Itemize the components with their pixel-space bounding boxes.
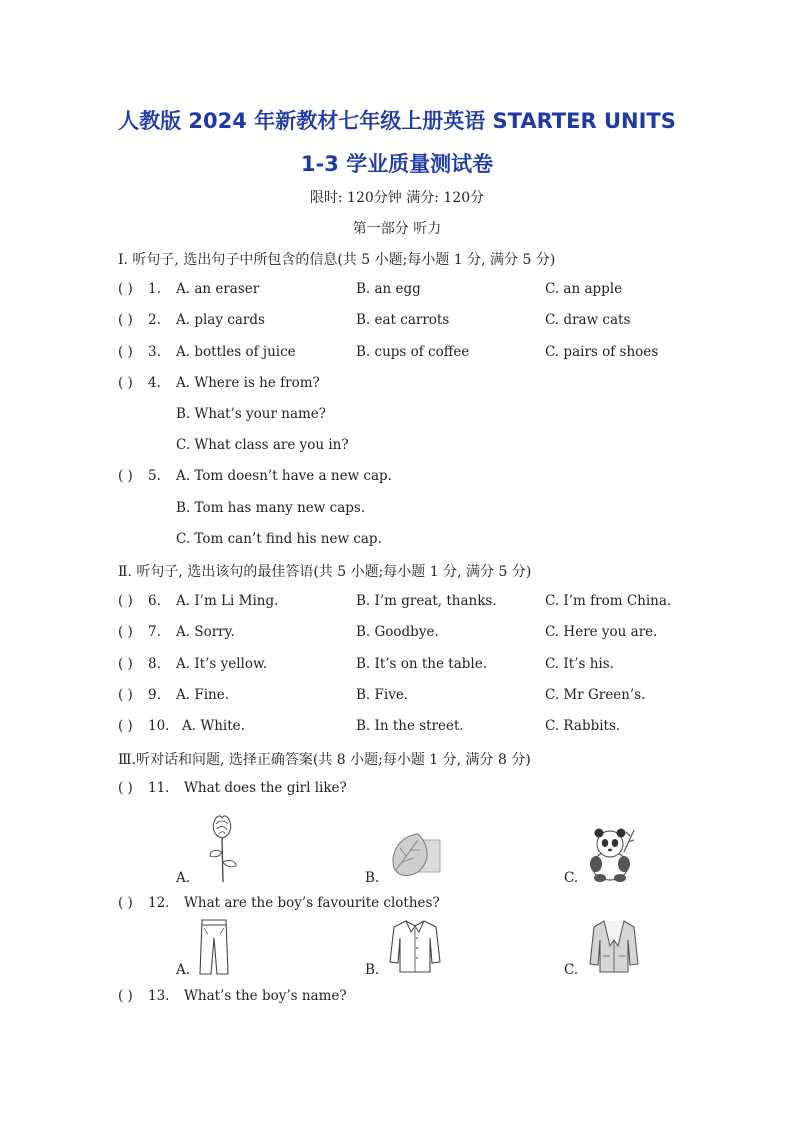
question-number: 2. xyxy=(148,312,161,328)
option-a: A. Fine. xyxy=(176,687,229,703)
answer-blank[interactable]: ( ) xyxy=(118,780,133,796)
question-8 xyxy=(118,656,738,676)
answer-blank[interactable]: ( ) xyxy=(118,687,133,703)
shirt-icon xyxy=(388,918,442,974)
answer-blank[interactable]: ( ) xyxy=(118,312,133,328)
trousers-icon xyxy=(198,918,230,976)
question-2 xyxy=(118,312,738,332)
picture-option-c-label: C. xyxy=(564,962,579,978)
exam-title-line2: 1-3 学业质量测试卷 xyxy=(300,152,494,176)
option-c: C. Here you are. xyxy=(545,624,658,640)
option-c: C. an apple xyxy=(545,281,623,297)
answer-blank[interactable]: ( ) xyxy=(118,988,133,1004)
panda-icon xyxy=(584,826,636,882)
question-number: 12. xyxy=(148,895,170,911)
question-number: 4. xyxy=(148,375,161,391)
option-b: B. cups of coffee xyxy=(356,344,470,360)
option-a: A. bottles of juice xyxy=(176,344,296,360)
answer-blank[interactable]: ( ) xyxy=(118,344,133,360)
question-7 xyxy=(118,624,738,644)
option-a: A. White. xyxy=(182,718,245,734)
question-11 xyxy=(118,780,738,800)
question-number: 10. xyxy=(148,718,170,734)
question-number: 8. xyxy=(148,656,161,672)
rose-icon xyxy=(200,808,244,884)
picture-option-a-label: A. xyxy=(176,962,191,978)
question-5 xyxy=(118,468,738,488)
question-number: 5. xyxy=(148,468,161,484)
picture-option-b-label: B. xyxy=(365,870,380,886)
question-number: 13. xyxy=(148,988,170,1004)
option-a: A. play cards xyxy=(176,312,265,328)
question-12 xyxy=(118,895,738,915)
question-text: What’s the boy’s name? xyxy=(184,988,347,1004)
question-6 xyxy=(118,593,738,613)
option-b: B. In the street. xyxy=(356,718,464,734)
answer-blank[interactable]: ( ) xyxy=(118,593,133,609)
question-3 xyxy=(118,344,738,364)
answer-blank[interactable]: ( ) xyxy=(118,718,133,734)
question-1 xyxy=(118,281,738,301)
option-c: C. pairs of shoes xyxy=(545,344,659,360)
option-b: B. eat carrots xyxy=(356,312,450,328)
option-c: C. I’m from China. xyxy=(545,593,672,609)
question-9 xyxy=(118,687,738,707)
option-c: C. draw cats xyxy=(545,312,631,328)
answer-blank[interactable]: ( ) xyxy=(118,656,133,672)
picture-option-a-label: A. xyxy=(176,870,191,886)
option-a: A. Sorry. xyxy=(176,624,235,640)
option-a: A. It’s yellow. xyxy=(176,656,268,672)
question-number: 3. xyxy=(148,344,161,360)
option-b: B. an egg xyxy=(356,281,421,297)
section-2-heading: Ⅱ. 听句子, 选出该句的最佳答语(共 5 小题;每小题 1 分, 满分 5 分) xyxy=(118,564,532,580)
picture-option-b-label: B. xyxy=(365,962,380,978)
question-text: What are the boy’s favourite clothes? xyxy=(184,895,440,911)
option-c: C. It’s his. xyxy=(545,656,614,672)
option-a: A. Where is he from? xyxy=(176,375,320,391)
answer-blank[interactable]: ( ) xyxy=(118,468,133,484)
leaf-icon xyxy=(388,830,444,880)
answer-blank[interactable]: ( ) xyxy=(118,281,133,297)
question-4-option-b: B. What’s your name? xyxy=(176,406,327,422)
option-a: A. Tom doesn’t have a new cap. xyxy=(176,468,392,484)
question-number: 11. xyxy=(148,780,170,796)
answer-blank[interactable]: ( ) xyxy=(118,375,133,391)
option-b: B. Five. xyxy=(356,687,409,703)
question-text: What does the girl like? xyxy=(184,780,347,796)
question-5-option-c: C. Tom can’t find his new cap. xyxy=(176,531,382,547)
option-c: C. Mr Green’s. xyxy=(545,687,646,703)
question-5-option-b: B. Tom has many new caps. xyxy=(176,500,366,516)
question-4-option-c: C. What class are you in? xyxy=(176,437,349,453)
question-number: 9. xyxy=(148,687,161,703)
time-limit: 限时: 120分钟 满分: 120分 xyxy=(309,190,485,206)
option-a: A. I’m Li Ming. xyxy=(176,593,279,609)
question-10 xyxy=(118,718,738,738)
answer-blank[interactable]: ( ) xyxy=(118,895,133,911)
section-3-heading: Ⅲ.听对话和问题, 选择正确答案(共 8 小题;每小题 1 分, 满分 8 分) xyxy=(118,752,531,768)
section-1-heading: Ⅰ. 听句子, 选出句子中所包含的信息(共 5 小题;每小题 1 分, 满分 5 分) xyxy=(118,252,556,268)
question-number: 6. xyxy=(148,593,161,609)
option-c: C. Rabbits. xyxy=(545,718,621,734)
question-number: 7. xyxy=(148,624,161,640)
answer-blank[interactable]: ( ) xyxy=(118,624,133,640)
question-number: 1. xyxy=(148,281,161,297)
question-13 xyxy=(118,988,738,1008)
part-one-heading: 第一部分 听力 xyxy=(352,221,442,237)
exam-title-line1: 人教版 2024 年新教材七年级上册英语 STARTER UNITS xyxy=(118,109,676,133)
question-4 xyxy=(118,375,738,395)
jacket-icon xyxy=(588,918,640,974)
option-b: B. Goodbye. xyxy=(356,624,439,640)
option-b: B. It’s on the table. xyxy=(356,656,487,672)
option-b: B. I’m great, thanks. xyxy=(356,593,497,609)
option-a: A. an eraser xyxy=(176,281,260,297)
picture-option-c-label: C. xyxy=(564,870,579,886)
